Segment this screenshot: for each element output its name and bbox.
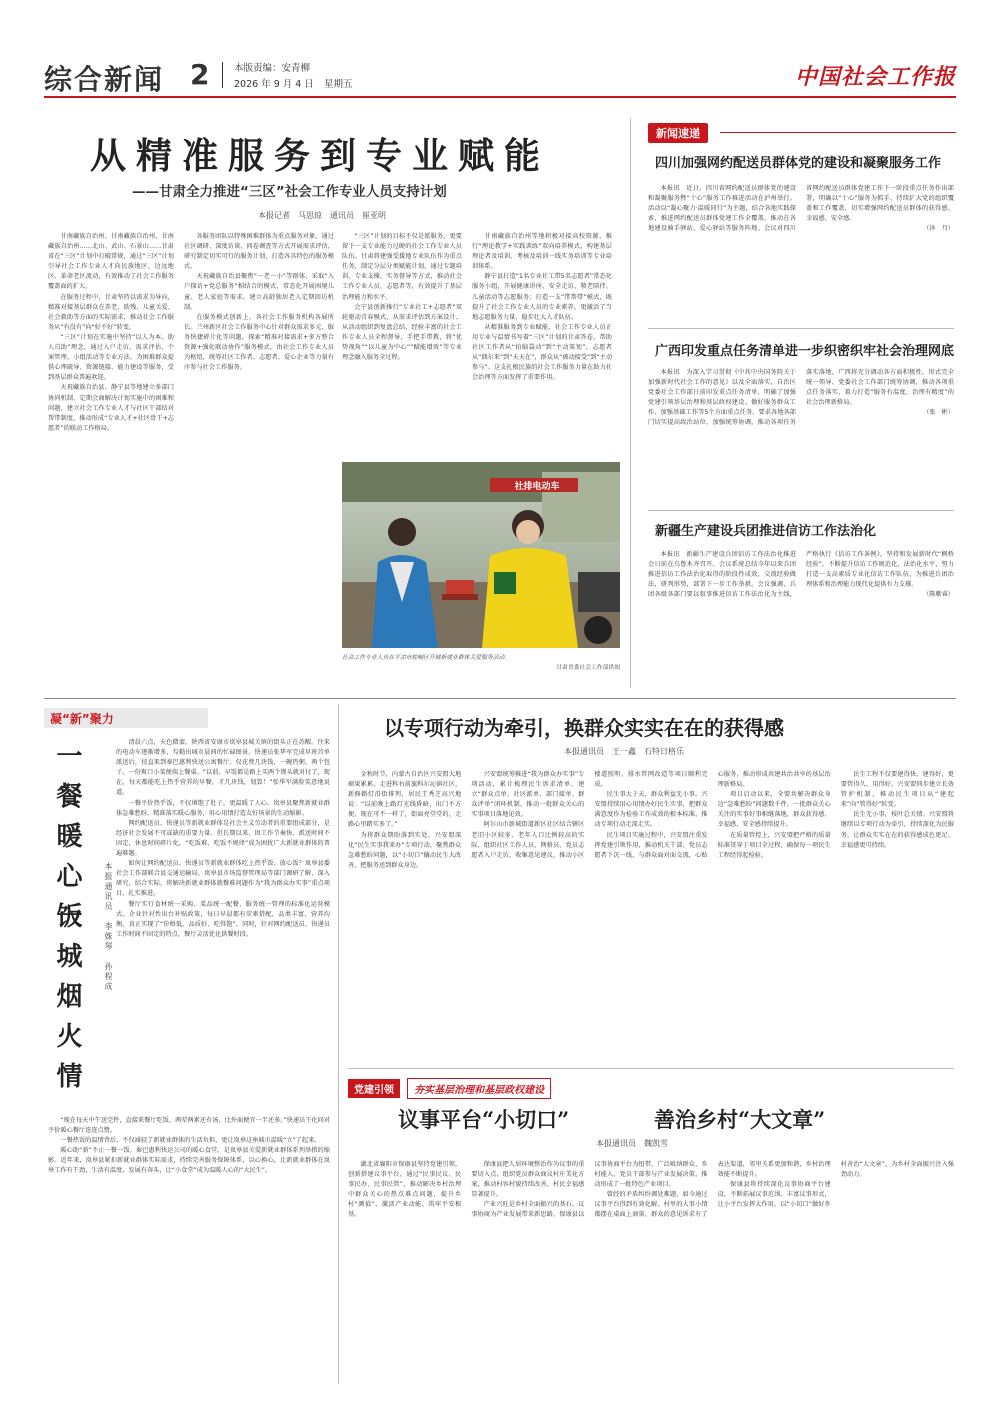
campaign-paragraph: 为将群众期盼落到实处，兴安盟深化“民生实事我来办”专项行动，聚焦群众急难愁盼问题，以“小切口”撬动民生大改善，把服务送到群众身边。: [348, 831, 462, 869]
lead-col-1: [48, 232, 174, 682]
column-paragraph: 如何让网约配送员、快递员等新就业群体吃上热乎饭、放心饭？岚皋县委社会工作部联合县交通运输局、岚皋县市场监督管理局等部门调研了解，深入研究，结合实际，将解决新就业群体就餐难问题作为“我为群众办实事”重点项目，扎实推进。: [116, 860, 330, 898]
express-author: （陈紫睿）: [923, 591, 954, 599]
masthead: [44, 58, 956, 96]
party-badge-sub: 夯实基层治理和基层政权建设: [407, 1078, 551, 1099]
lead-paragraph: “三区”计划的目标不仅是派服务，更要留下一支专业能力过硬的社会工作专业人员队伍。甘肃将建强受援地专业队伍作为重点任务，制定分层分类赋能计划，通过专题培训、专业支撑、实务督导等方式，推动社会工作专业人员、志愿者等，有效提升了基层治理能力和水平。: [342, 233, 462, 301]
party-headline-b: 善治乡村“大文章”: [654, 1107, 826, 1132]
express-paragraph: 本报讯 新疆生产建设兵团信访工作法治化推进会日前在乌鲁木齐召开。会议系统总结今年以来兵团推进信访工作法治化取得的阶段性成效，交流经验做法，研判形势，部署下一步工作举措。会议强调，兵团各级各部门要以叙事推进信访工作法治化为主线，严格执行《信访工作条例》，坚持和发展新时代“枫桥经验”，不断提升信访工作规范化、法治化水平，努力打造一支高素质专业化信访工作队伍，为推进兵团治理体系和治理能力现代化提供有力支撑。: [648, 551, 954, 599]
page-number: 2: [190, 58, 212, 91]
lead-paragraph: “三区”计划在实施中坚持“以人为本、助人自助”理念，通过入户走访、需求评估、个案管理、小组活动等专业方法，为困难群众提供心理疏导、资源链接、能力建设等服务，受到基层群众普遍欢迎。: [48, 333, 174, 382]
editor-line: 本版责编：安青柳: [234, 63, 311, 74]
issue-weekday: 星期五: [324, 79, 353, 90]
campaign-paragraph: 在质量管控上，兴安盟把严格的质量标准贯穿于项目全过程，确保每一项民生工程经得起检验。: [717, 831, 831, 859]
masthead-rule: [44, 96, 956, 98]
party-paragraph: 保康县将持续深化议事协商平台建设，不断拓展议事范围、丰富议事形式，让小平台发挥大作用，以“小切口”做好乡村善治“大文章”，为乡村全面振兴注入强劲动力。: [717, 1161, 954, 1209]
party-badge: [348, 1078, 551, 1099]
express-divider: [648, 510, 954, 511]
express-title-2: 广西印发重点任务清单进一步织密织牢社会治理网底: [655, 344, 955, 359]
column-body-lower: [48, 1116, 330, 1378]
lead-headline: 从精准服务到专业赋能: [90, 135, 551, 177]
express-divider: [648, 328, 954, 329]
lead-paragraph: 在服务过程中，甘肃坚持以需求为导向，精准对接基层群众在养老、助残、儿童关爱、社会救助等方面的实际需求，推动社会工作服务从“有没有”向“好不好”转变。: [48, 293, 174, 331]
campaign-paragraph: 民生无小事，枝叶总关情。兴安盟将继续以专项行动为牵引，持续深化为民服务，让群众实实在在的获得感成色更足、幸福感更可持续。: [840, 811, 954, 849]
party-paragraph: 产业兴旺是乡村全面振兴的基石。议事协商为产业发展带来新思路，保康县以议事协商平台为纽带，广泛吸纳群众、乡村能人、党员干部参与产业发展决策，推动形成了一批特色产业项目。: [471, 1161, 708, 1219]
column-headline-2: 一城烟火情: [52, 902, 82, 1102]
campaign-paragraph: 金秋时节，内蒙古自治区兴安盟大地硕果累累。走进科右前旗科尔沁镇社区，新修路灯沿街排列，居民王秀芝高兴地说：“以前晚上路灯光线昏暗，出门不方便，现在可不一样了，街面亮堂堂的，走路心里踏实多了。”: [348, 771, 462, 829]
column-paragraph: 网约配送员、快递员等新就业群体是社会主义劳动者的重要组成部分，是经济社会发展不可或缺的重要力量。但长期以来，因工作节奏快、派送时间不固定，休息时间碎片化，“吃饭难、吃饭不规律”成为困扰广大新就业群体的普遍难题。: [116, 819, 330, 858]
lead-byline: 本报记者 马思琼 通讯员 崔亚明: [258, 211, 386, 220]
express-badge-rule: [720, 132, 956, 133]
campaign-body: [348, 770, 954, 1060]
lead-col-2: [184, 232, 334, 682]
section-divider: [348, 1068, 954, 1069]
lead-paragraph: 天祝藏族自治县、静宁县等地建立多部门协同机制，定期会商解决计划实施中的困难和问题，建立社会工作专业人才与社区干部结对帮带制度，推动形成“专业人才+社区骨干+志愿者”的联动工作格局。: [48, 384, 174, 432]
column-body-upper: [116, 738, 330, 1098]
column-byline: 本报通讯员 李姝琴 孙程成: [104, 862, 113, 992]
lead-paragraph: 甘南藏族自治州等地积极对接高校资源，推行“理论教学+实践训练”双向培养模式，构建基层理论者及培训、考核及培训一线实务培训等专业培训体系。: [472, 233, 612, 271]
party-headline-a: 议事平台“小切口”: [398, 1107, 570, 1132]
column-paragraph: 一餐平价热乎饭，不仅填饱了肚子，更温暖了人心。岚皋县聚焦新就业群体急难愁盼，精准落实暖心服务，用心用情打造友好场景的生动缩影。: [116, 799, 330, 817]
column-divider: [630, 118, 631, 688]
section-title: 综合新闻: [44, 63, 165, 96]
column-headline-1: 一餐暖心饭: [52, 742, 82, 942]
express-badge: [648, 122, 708, 143]
column-paragraph: 清晨六点，天色微蒙，陕西省安康市岚皋县城关镇的街头正在苏醒。往来的电动车逐渐增多，勾勒出城市晨间的忙碌图景。快递员张华军完成早班首单派送后，径直来到秦巴惠利快送公寓餐厅。仅花费几块钱，一碗热粥、两个包子、一份爽口小菜便端上餐桌。“以前，早饭都是路上买两个馒头就对付了，现在，每天都能吃上热乎营养的早餐，才几块钱，划算！”张华军满脸笑意地说道。: [116, 739, 330, 797]
party-paragraph: 保康县把人居环境整治作为议事的重要切入点，组织党员群众商议村庄美化方案，推动村容村貌持续改善，村民幸福感显著提升。: [471, 1161, 585, 1199]
column-paragraph: “现在每天中午送完件，直接来餐厅吃饭，两荤两素还有汤，比外面便宜一半还多。”快递员王化同对平价暖心餐厅连连点赞。: [48, 1117, 330, 1135]
lead-photo-credit: 甘肃省委社会工作部供图: [556, 665, 620, 671]
express-author: （沐 月）: [923, 225, 954, 233]
lead-paragraph: 甘南藏族自治州、甘南藏族自治州、甘南藏族自治州……北山、武山、石景山……甘肃省在“三区”计划中打破常规，通过“三区”计划引导社会工作专业人才向民族地区、边远地区、革命老区流动，有效推动了社会工作服务覆盖面的扩大。: [48, 233, 174, 291]
lead-paragraph: 会宁县创新推行“专业社工+志愿者”双轮驱动青春模式，从需求评估到方案设计、从活动组织到复盘总结，经验丰富的社会工作专业人员全程督导、手把手带教，将“优势视角”“以儿童为中心”“赋能增效”等专业理念融入服务全过程。: [342, 303, 462, 362]
express-author: （张 彬）: [923, 409, 954, 417]
masthead-divider: [222, 62, 223, 88]
issue-date: 2026 年 9 月 4 日: [234, 79, 314, 90]
lead-col-4: [472, 232, 612, 457]
express-body-2: [648, 368, 954, 508]
lead-paragraph: 各服务团队以特殊困难群体为重点服务对象，通过社区调研、深度访谈、问卷调查等方式开展需求评估，研究制定切实可行的服务计划，打造各具特色的服务模式。: [184, 233, 334, 271]
express-title-3: 新疆生产建设兵团推进信访工作法治化: [655, 524, 877, 539]
campaign-paragraph: 阿尔山市新城街道新区社区结合辖区老旧小区较多、老年人口比例较高的实际，组织社区工作人员、网格员、党员志愿者入户走访，收集意见建议，推动小区楼道照明、排水管网改造等项目顺利完成。: [471, 771, 708, 859]
campaign-headline: 以专项行动为牵引，换群众实实在在的获得感: [384, 716, 784, 740]
column-divider: [338, 704, 339, 1384]
lead-paragraph: 天祝藏族自治县聚焦“一老一小”等群体，采取“入户探访+党总服务”相结合的模式，常态化开展困境儿童、老人家庭等需求，建立高龄独居老人定期回访机制。: [184, 273, 334, 311]
column-paragraph: 一餐热饭的温情背后，不仅减轻了新就业群体的生活负担，更让岚皋这座城市温暖“立”了起来。: [60, 1137, 321, 1145]
express-body-1: [648, 184, 954, 306]
campaign-paragraph: 民生事大于天，群众利益无小事。兴安盟持续用心用情办好民生实事，把群众满意度作为检验工作成效的根本标准，推动专项行动走深走实。: [594, 791, 708, 829]
party-paragraph: 曾经的矛盾纠纷调处难题，如今通过议事平台得到有效化解。村里的大事小情都摆在桌面上商量，群众的意见诉求有了表达渠道，邻里关系更加和谐，乡村治理效能不断提升。: [594, 1161, 831, 1219]
column-badge: [44, 708, 208, 728]
campaign-paragraph: 兴安盟统筹推进“我为群众办实事”专项活动，累计梳理民生诉求清单，建立“群众点单、社区派单、部门接单、群众评单”闭环机制，推动一批群众关心的实事项目落地见效。: [471, 771, 585, 819]
express-body-3: [648, 550, 954, 682]
express-title-1: 四川加强网约配送员群体党的建设和凝聚服务工作: [655, 156, 942, 171]
lead-paragraph: 从精准服务到专业赋能，社会工作专业人员正用专业与温情书写着“三区”计划的甘肃答卷，帮助社区工作者从“拍脑袋动”到“主动策划”，志愿者从“偶尔来”到“天天在”，群众从“被动接受”到“主动参与”。这支扎根民族的社会工作服务力量在助力社会治理等方面发挥了重要作用。: [472, 323, 612, 382]
party-badge-label: 党建引领: [348, 1079, 400, 1098]
express-badge-label: 新闻速递: [648, 123, 708, 143]
express-paragraph: 本报讯 近日，四川省网约配送员群体党的建设和凝聚服务暨“十心”服务工作推进活动在泸州举行。活动以“凝心聚力·温暖同行”为主题，结合各地实践探索，推进网约配送员群体党建工作全覆盖，推动在各地建设骑手驿站、爱心驿站等服务阵地。会议对四川省网约配送员群体党建工作下一阶段重点任务作出部署，明确以“十心”服务为抓手，持续扩大党的组织覆盖和工作覆盖，切实增强网约配送员群体的获得感、幸福感、安全感。: [648, 185, 954, 233]
lead-photo: [342, 462, 620, 648]
lead-paragraph: 静宁县打造“1名专业社工带5名志愿者”常态化服务小组，开展健康讲座、安全走访、敬老陪伴、儿童活动等志愿服务；打造一支“带帮带”模式，既提升了社会工作专业人员的专业素养，更激活了当地志愿服务力量，稳步壮大人才队伍。: [472, 273, 612, 321]
lead-subhead: ——甘肃全力推进“三区”社会工作专业人员支持计划: [132, 184, 447, 200]
campaign-byline: 本报通讯员 王一鑫 石特日格乐: [564, 747, 684, 756]
lead-paragraph: 在服务模式创新上，各社会工作服务机构各展所长。兰州新区社会工作服务中心针对群众需求多元、服务快捷碎片化等问题，探索“精准对接需求+多方整合资源+强化联动协作”服务模式，由社会工作专业人员为枢纽，统筹社区工作者、志愿者、爱心企业等力量有序参与社会工作服务。: [184, 313, 334, 372]
party-byline: 本报通讯员 魏凯雪: [596, 1139, 668, 1148]
column-paragraph: 餐厅实行食材统一采购、菜品统一配餐、服务统一管理的标准化运营模式。企业针对性出台补贴政策，每日早晨都有荤素搭配，品类丰富、营养均衡，真正实现了“价格低、品质好、吃得饱”。同时，针对网约配送员、快递员工作时间不固定的特点，餐厅灵活优化供餐时段。: [116, 900, 330, 938]
column-badge-label: 凝“新”聚力: [50, 712, 114, 726]
paper-logo: 中国社会工作报: [794, 64, 956, 90]
column-paragraph: 暖心助“新”不止一餐一饭。秦巴惠利快运公司的暖心食堂，是岚皋县关爱新就业群体系列举措的缩影。近年来，岚皋县紧扣新就业群体实际需求，持续完善服务保障体系，以心换心，让新就业群体在岚皋工作有干劲、生活有温度、发展有奔头，让“小食堂”成为温暖人心的“大民生”。: [48, 1147, 330, 1175]
express-paragraph: 本报讯 为深入学习贯彻《中共中央国务院关于加强新时代社会工作的意见》以及全面落实，自治区党委社会工作部日前印发重点任务清单，明确了加强党建引领基层治理和基层政权建设、做好服务群众工作、加强基础工作等5个方面重点任务。要求各地各部门切实提高政治站位，加强统筹协调，推动各项任务落实落地。广西将充分调动各方面积极性，形式完全统一领导、党委社会工作部门统筹协调，推动各项重点任务落实，着力打造“服务有温度、治理有精度”的社会治理新格局。: [648, 369, 954, 427]
party-body: [348, 1160, 954, 1380]
campaign-paragraph: 民生工程不仅要建得快、建得好，更要管得久、用得好。兴安盟同步建立长效管护机制，推动民生项目从“建起来”向“管得好”转变。: [840, 771, 954, 809]
lead-photo-caption: 社会工作专业人员在平凉市崆峒区开展新就业群体关爱服务活动。: [342, 655, 511, 661]
photo-sign-text: 社排电动车: [514, 482, 560, 492]
party-paragraph: 湖北省襄阳市保康县坚持党建引领，创新搭建议事平台，通过“民事民议、民事民办、民事民管”，推动解决乡村治理中群众关心的热点难点问题，提升乡村“颜值”、激活产业动能、筑牢平安根基。: [348, 1161, 462, 1219]
campaign-paragraph: 项目启动以来，全盟共解决群众身边“急难愁盼”问题数千件，一批群众关心关注的实事好事相继落地，群众获得感、幸福感、安全感持续提升。: [717, 791, 831, 829]
campaign-paragraph: 民生项目实施过程中，兴安盟注重发挥党建引领作用，推动机关干部、党员志愿者下沉一线，与群众面对面交流，心贴心服务，推动形成共建共治共享的基层治理新格局。: [594, 771, 831, 859]
section-divider: [44, 698, 956, 699]
lead-col-3: [342, 232, 462, 457]
